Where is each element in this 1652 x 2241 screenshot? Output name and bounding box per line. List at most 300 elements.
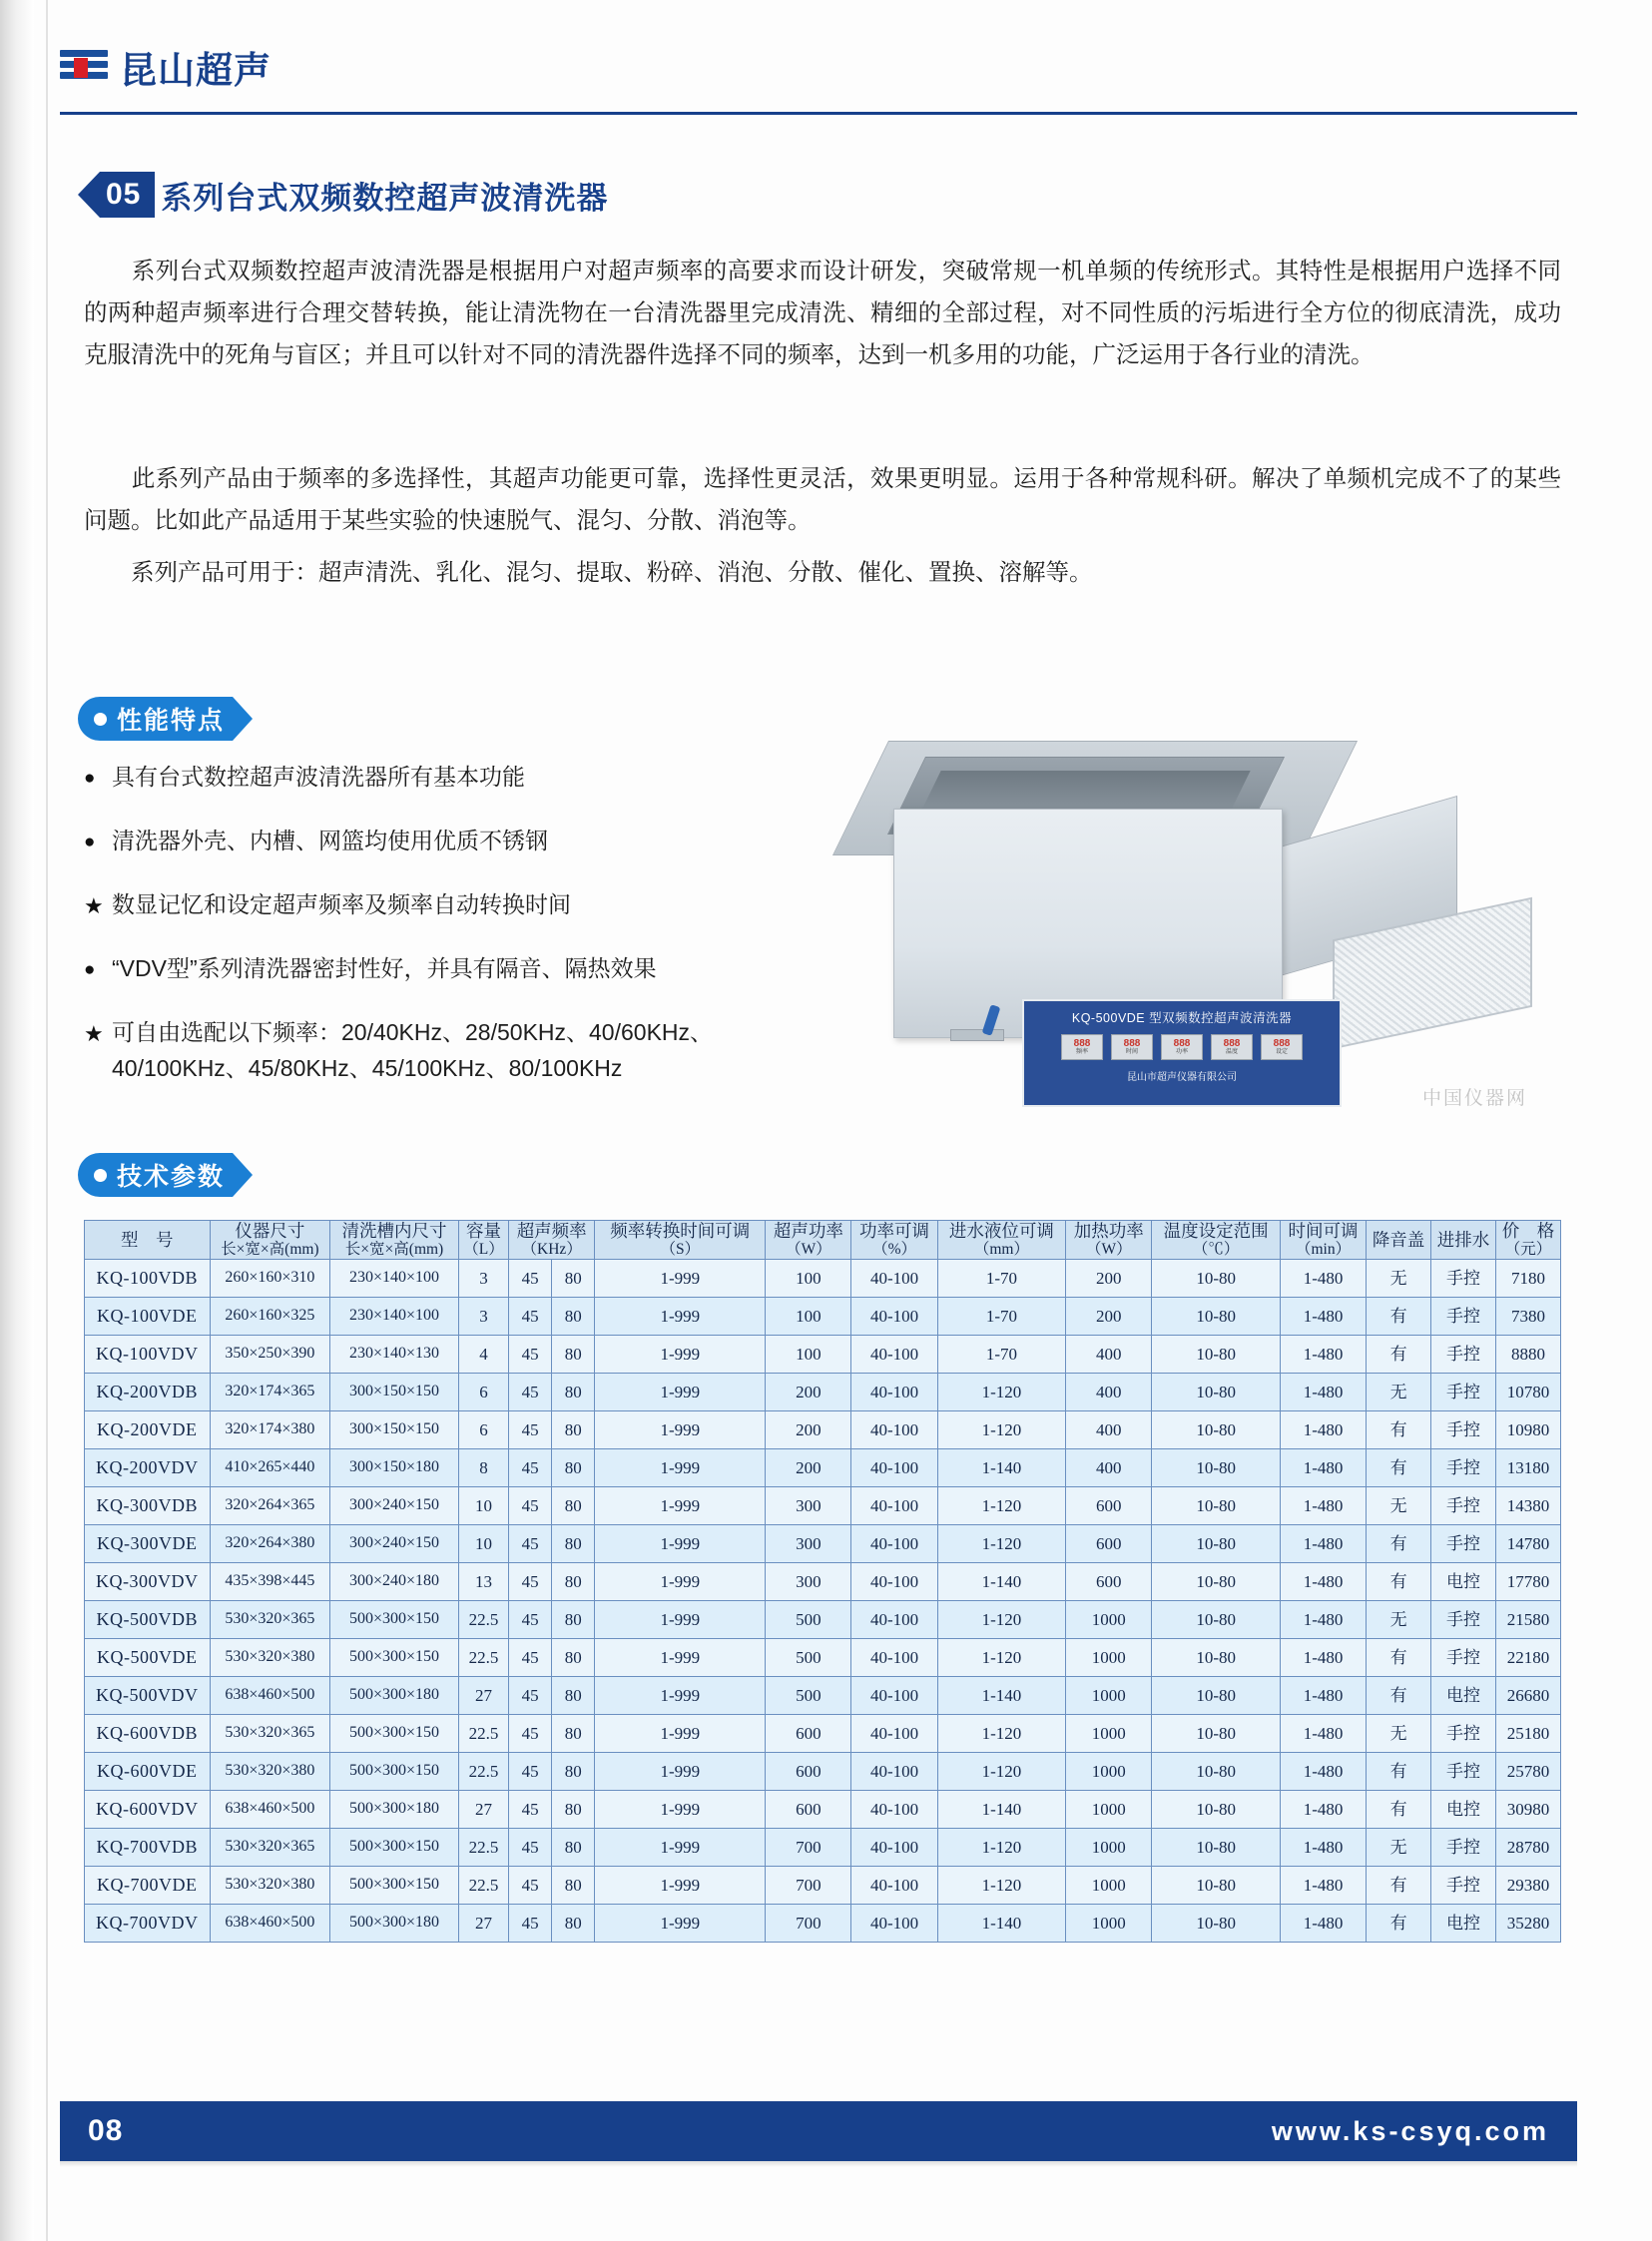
panel-company-label: 昆山市超声仪器有限公司 — [1127, 1072, 1237, 1083]
display-power — [1161, 1034, 1203, 1060]
section-number: 05 — [100, 172, 155, 218]
col-title: 时间可调 — [1288, 1221, 1359, 1241]
brand-logo — [60, 40, 1577, 94]
col-title: 容量 — [465, 1221, 501, 1241]
cell-water-level: 1-120 — [937, 1486, 1066, 1524]
cell-capacity: 6 — [458, 1410, 508, 1448]
features-list — [84, 759, 872, 1112]
table-row — [85, 1524, 1561, 1562]
cell-device-size: 320×174×380 — [210, 1410, 330, 1448]
cell-heating-power: 400 — [1066, 1410, 1152, 1448]
cell-price: 21580 — [1495, 1600, 1560, 1638]
cell-temperature-range: 10-80 — [1152, 1524, 1281, 1562]
col-title: 温度设定范围 — [1163, 1221, 1269, 1241]
cell-sound-cover: 有 — [1367, 1866, 1431, 1904]
cell-capacity: 22.5 — [458, 1828, 508, 1866]
cell-time-adjust: 1-480 — [1280, 1714, 1366, 1752]
page-number: 08 — [88, 2114, 124, 2147]
cell-switch-time: 1-999 — [595, 1335, 766, 1373]
table-row — [85, 1600, 1561, 1638]
display-setting — [1261, 1034, 1303, 1060]
cell-ultrasonic-power: 100 — [766, 1259, 851, 1297]
list-item — [84, 950, 872, 988]
cell-drainage: 手控 — [1431, 1752, 1496, 1790]
cell-ultrasonic-power: 200 — [766, 1373, 851, 1410]
cell-tank-size: 500×300×150 — [330, 1638, 459, 1676]
cell-heating-power: 200 — [1066, 1297, 1152, 1335]
cell-model: KQ-700VDB — [85, 1828, 211, 1866]
cell-price: 29380 — [1495, 1866, 1560, 1904]
cell-power-adjust: 40-100 — [851, 1259, 937, 1297]
cell-price: 8880 — [1495, 1335, 1560, 1373]
cell-model: KQ-300VDV — [85, 1562, 211, 1600]
cell-tank-size: 500×300×150 — [330, 1714, 459, 1752]
cell-ultrasonic-power: 600 — [766, 1752, 851, 1790]
cell-model: KQ-500VDB — [85, 1600, 211, 1638]
section-title — [78, 172, 608, 218]
cell-sound-cover: 有 — [1367, 1638, 1431, 1676]
col-subtitle: 长×宽×高(mm) — [221, 1241, 319, 1259]
cell-heating-power: 400 — [1066, 1335, 1152, 1373]
col-title: 进水液位可调 — [948, 1221, 1054, 1241]
cell-temperature-range: 10-80 — [1152, 1486, 1281, 1524]
display-label: 频率 — [1075, 1048, 1088, 1055]
table-row — [85, 1866, 1561, 1904]
col-subtitle: （min） — [1295, 1241, 1352, 1259]
pill-tail-icon — [233, 697, 253, 741]
col-device-size — [210, 1221, 330, 1260]
col-heating-power — [1066, 1221, 1152, 1260]
cell-model: KQ-500VDE — [85, 1638, 211, 1676]
specs-heading-label: 技术参数 — [117, 1163, 226, 1191]
cell-freq-b: 80 — [552, 1790, 595, 1828]
cell-heating-power: 1000 — [1066, 1638, 1152, 1676]
table-row — [85, 1828, 1561, 1866]
cell-drainage: 手控 — [1431, 1600, 1496, 1638]
cell-model: KQ-600VDV — [85, 1790, 211, 1828]
cell-freq-b: 80 — [552, 1828, 595, 1866]
cell-freq-a: 45 — [509, 1866, 552, 1904]
cell-temperature-range: 10-80 — [1152, 1448, 1281, 1486]
cell-sound-cover: 有 — [1367, 1562, 1431, 1600]
cell-heating-power: 200 — [1066, 1259, 1152, 1297]
header-divider — [60, 112, 1577, 115]
cell-time-adjust: 1-480 — [1280, 1562, 1366, 1600]
cell-tank-size: 500×300×180 — [330, 1904, 459, 1942]
cell-device-size: 638×460×500 — [210, 1904, 330, 1942]
col-sound-cover — [1367, 1221, 1431, 1260]
cell-price: 10980 — [1495, 1410, 1560, 1448]
display-label: 功率 — [1175, 1048, 1188, 1055]
cell-water-level: 1-120 — [937, 1752, 1066, 1790]
cell-tank-size: 230×140×130 — [330, 1335, 459, 1373]
cell-drainage: 电控 — [1431, 1676, 1496, 1714]
cell-ultrasonic-power: 300 — [766, 1562, 851, 1600]
panel-display-group — [1024, 1034, 1340, 1060]
cell-capacity: 27 — [458, 1904, 508, 1942]
cell-water-level: 1-140 — [937, 1790, 1066, 1828]
features-heading-label: 性能特点 — [117, 707, 226, 735]
cell-model: KQ-100VDE — [85, 1297, 211, 1335]
cell-switch-time: 1-999 — [595, 1638, 766, 1676]
cell-freq-b: 80 — [552, 1410, 595, 1448]
col-title: 频率转换时间可调 — [610, 1221, 751, 1241]
cell-sound-cover: 有 — [1367, 1410, 1431, 1448]
cell-heating-power: 400 — [1066, 1373, 1152, 1410]
cell-heating-power: 600 — [1066, 1524, 1152, 1562]
col-subtitle: （L） — [463, 1241, 504, 1259]
cell-switch-time: 1-999 — [595, 1904, 766, 1942]
cell-switch-time: 1-999 — [595, 1562, 766, 1600]
cell-water-level: 1-140 — [937, 1562, 1066, 1600]
cell-switch-time: 1-999 — [595, 1297, 766, 1335]
cell-ultrasonic-power: 700 — [766, 1904, 851, 1942]
cell-temperature-range: 10-80 — [1152, 1676, 1281, 1714]
cell-tank-size: 500×300×150 — [330, 1752, 459, 1790]
cell-capacity: 22.5 — [458, 1752, 508, 1790]
cell-switch-time: 1-999 — [595, 1373, 766, 1410]
display-temperature — [1211, 1034, 1253, 1060]
cell-price: 25780 — [1495, 1752, 1560, 1790]
cell-time-adjust: 1-480 — [1280, 1904, 1366, 1942]
cell-model: KQ-300VDE — [85, 1524, 211, 1562]
col-subtitle: 长×宽×高(mm) — [344, 1241, 444, 1259]
col-title: 降音盖 — [1372, 1229, 1425, 1250]
col-title: 加热功率 — [1073, 1221, 1144, 1241]
bullet-marker-icon: ● — [84, 959, 96, 980]
cell-temperature-range: 10-80 — [1152, 1335, 1281, 1373]
cell-model: KQ-200VDB — [85, 1373, 211, 1410]
cell-power-adjust: 40-100 — [851, 1714, 937, 1752]
cell-ultrasonic-power: 300 — [766, 1524, 851, 1562]
cell-freq-a: 45 — [509, 1676, 552, 1714]
brand-name: 昆山超声 — [120, 50, 272, 91]
cell-switch-time: 1-999 — [595, 1828, 766, 1866]
cell-power-adjust: 40-100 — [851, 1297, 937, 1335]
cell-switch-time: 1-999 — [595, 1486, 766, 1524]
cell-temperature-range: 10-80 — [1152, 1828, 1281, 1866]
cell-power-adjust: 40-100 — [851, 1448, 937, 1486]
bullet-marker-icon: ● — [84, 768, 96, 789]
cell-price: 14780 — [1495, 1524, 1560, 1562]
cell-water-level: 1-120 — [937, 1638, 1066, 1676]
col-subtitle: （W） — [1085, 1241, 1132, 1259]
cell-freq-b: 80 — [552, 1600, 595, 1638]
cell-time-adjust: 1-480 — [1280, 1486, 1366, 1524]
table-row — [85, 1638, 1561, 1676]
cell-ultrasonic-power: 700 — [766, 1828, 851, 1866]
cell-drainage: 电控 — [1431, 1562, 1496, 1600]
cell-switch-time: 1-999 — [595, 1410, 766, 1448]
feature-text — [112, 1014, 872, 1086]
cell-temperature-range: 10-80 — [1152, 1373, 1281, 1410]
cell-tank-size: 300×150×150 — [330, 1373, 459, 1410]
feature-text: 清洗器外壳、内槽、网篮均使用优质不锈钢 — [112, 828, 548, 853]
cell-power-adjust: 40-100 — [851, 1335, 937, 1373]
cell-water-level: 1-120 — [937, 1524, 1066, 1562]
cell-price: 22180 — [1495, 1638, 1560, 1676]
cell-heating-power: 1000 — [1066, 1676, 1152, 1714]
cell-water-level: 1-120 — [937, 1410, 1066, 1448]
drain-valve-icon — [950, 1029, 1004, 1041]
cell-freq-a: 45 — [509, 1790, 552, 1828]
cell-price: 7380 — [1495, 1297, 1560, 1335]
table-row — [85, 1335, 1561, 1373]
cell-temperature-range: 10-80 — [1152, 1638, 1281, 1676]
cell-device-size: 530×320×380 — [210, 1866, 330, 1904]
col-drainage — [1431, 1221, 1496, 1260]
footer-shadow — [60, 2161, 1577, 2167]
cell-price: 10780 — [1495, 1373, 1560, 1410]
cell-water-level: 1-120 — [937, 1866, 1066, 1904]
cell-model: KQ-600VDE — [85, 1752, 211, 1790]
cell-time-adjust: 1-480 — [1280, 1448, 1366, 1486]
cell-power-adjust: 40-100 — [851, 1600, 937, 1638]
display-label: 时间 — [1125, 1048, 1138, 1055]
table-header-row — [85, 1221, 1561, 1260]
cell-drainage: 手控 — [1431, 1335, 1496, 1373]
cell-water-level: 1-140 — [937, 1676, 1066, 1714]
cell-tank-size: 500×300×150 — [330, 1828, 459, 1866]
cell-water-level: 1-120 — [937, 1714, 1066, 1752]
cell-capacity: 10 — [458, 1486, 508, 1524]
cell-freq-b: 80 — [552, 1562, 595, 1600]
col-ultrasonic-power — [766, 1221, 851, 1260]
display-value: 888 — [1123, 1037, 1141, 1049]
cell-water-level: 1-70 — [937, 1297, 1066, 1335]
display-value: 888 — [1173, 1037, 1191, 1049]
cell-drainage: 手控 — [1431, 1714, 1496, 1752]
col-title: 型 号 — [121, 1229, 174, 1250]
cell-sound-cover: 无 — [1367, 1828, 1431, 1866]
display-frequency — [1061, 1034, 1103, 1060]
cell-sound-cover: 无 — [1367, 1259, 1431, 1297]
cell-switch-time: 1-999 — [595, 1600, 766, 1638]
col-title: 进排水 — [1436, 1229, 1490, 1250]
page-footer — [60, 2101, 1577, 2161]
cell-model: KQ-700VDV — [85, 1904, 211, 1942]
table-row — [85, 1486, 1561, 1524]
wave-logo-icon — [60, 47, 108, 87]
cell-freq-a: 45 — [509, 1828, 552, 1866]
specs-heading — [78, 1153, 253, 1197]
cell-drainage: 手控 — [1431, 1828, 1496, 1866]
list-item — [84, 823, 872, 860]
cell-temperature-range: 10-80 — [1152, 1259, 1281, 1297]
cell-time-adjust: 1-480 — [1280, 1600, 1366, 1638]
cell-tank-size: 230×140×100 — [330, 1259, 459, 1297]
cell-sound-cover: 有 — [1367, 1448, 1431, 1486]
cell-sound-cover: 有 — [1367, 1752, 1431, 1790]
cell-switch-time: 1-999 — [595, 1790, 766, 1828]
list-item — [84, 1014, 872, 1086]
pill-tail-icon — [233, 1153, 253, 1197]
star-marker-icon: ★ — [84, 893, 104, 918]
website-url[interactable]: www.ks-csyq.com — [1271, 2115, 1549, 2146]
cell-time-adjust: 1-480 — [1280, 1373, 1366, 1410]
cell-device-size: 350×250×390 — [210, 1335, 330, 1373]
feature-text: 数显记忆和设定超声频率及频率自动转换时间 — [112, 891, 571, 917]
cell-ultrasonic-power: 200 — [766, 1448, 851, 1486]
cell-freq-b: 80 — [552, 1866, 595, 1904]
cell-heating-power: 1000 — [1066, 1600, 1152, 1638]
cell-temperature-range: 10-80 — [1152, 1410, 1281, 1448]
table-row — [85, 1373, 1561, 1410]
cleaner-body — [893, 809, 1293, 1083]
cell-water-level: 1-120 — [937, 1373, 1066, 1410]
cell-capacity: 13 — [458, 1562, 508, 1600]
cell-freq-b: 80 — [552, 1524, 595, 1562]
cell-power-adjust: 40-100 — [851, 1410, 937, 1448]
cell-temperature-range: 10-80 — [1152, 1866, 1281, 1904]
cell-time-adjust: 1-480 — [1280, 1752, 1366, 1790]
cell-tank-size: 500×300×150 — [330, 1866, 459, 1904]
cell-freq-b: 80 — [552, 1752, 595, 1790]
bullet-dot-icon — [94, 1169, 107, 1182]
display-label: 设定 — [1275, 1048, 1288, 1055]
display-value: 888 — [1273, 1037, 1291, 1049]
cell-drainage: 手控 — [1431, 1373, 1496, 1410]
intro-paragraph-3: 系列产品可用于：超声清洗、乳化、混匀、提取、粉碎、消泡、分散、催化、置换、溶解等。 — [84, 559, 1093, 585]
table-row — [85, 1790, 1561, 1828]
cell-device-size: 530×320×365 — [210, 1714, 330, 1752]
cell-power-adjust: 40-100 — [851, 1638, 937, 1676]
cell-drainage: 手控 — [1431, 1410, 1496, 1448]
cell-price: 14380 — [1495, 1486, 1560, 1524]
cell-switch-time: 1-999 — [595, 1866, 766, 1904]
cell-freq-b: 80 — [552, 1448, 595, 1486]
display-time — [1111, 1034, 1153, 1060]
cell-ultrasonic-power: 600 — [766, 1790, 851, 1828]
feature-text: 具有台式数控超声波清洗器所有基本功能 — [112, 764, 525, 790]
control-panel — [1022, 999, 1342, 1107]
cell-ultrasonic-power: 100 — [766, 1335, 851, 1373]
table-row — [85, 1904, 1561, 1942]
cell-water-level: 1-70 — [937, 1335, 1066, 1373]
cell-drainage: 手控 — [1431, 1259, 1496, 1297]
cell-power-adjust: 40-100 — [851, 1904, 937, 1942]
cell-model: KQ-700VDE — [85, 1866, 211, 1904]
display-label: 温度 — [1225, 1048, 1238, 1055]
cell-price: 17780 — [1495, 1562, 1560, 1600]
cell-sound-cover: 无 — [1367, 1486, 1431, 1524]
cell-temperature-range: 10-80 — [1152, 1600, 1281, 1638]
bullet-dot-icon — [94, 713, 107, 726]
cell-sound-cover: 有 — [1367, 1335, 1431, 1373]
list-item — [84, 759, 872, 797]
cell-freq-a: 45 — [509, 1373, 552, 1410]
cell-freq-b: 80 — [552, 1676, 595, 1714]
panel-model-label: KQ-500VDE 型双频数控超声波清洗器 — [1071, 1011, 1293, 1025]
specifications-table — [84, 1220, 1561, 1943]
cell-device-size: 435×398×445 — [210, 1562, 330, 1600]
cell-capacity: 22.5 — [458, 1600, 508, 1638]
cell-device-size: 530×320×380 — [210, 1638, 330, 1676]
cell-drainage: 手控 — [1431, 1524, 1496, 1562]
cell-time-adjust: 1-480 — [1280, 1524, 1366, 1562]
cell-drainage: 电控 — [1431, 1790, 1496, 1828]
cell-freq-a: 45 — [509, 1297, 552, 1335]
cell-tank-size: 500×300×180 — [330, 1790, 459, 1828]
cell-freq-b: 80 — [552, 1714, 595, 1752]
intro-paragraph-2: 此系列产品由于频率的多选择性，其超声功能更可靠，选择性更灵活，效果更明显。运用于各种常规科研。解决了单频机完成不了的某些问题。比如此产品适用于某些实验的快速脱气、混匀、分散、消泡等。 — [84, 465, 1561, 533]
cell-heating-power: 600 — [1066, 1562, 1152, 1600]
cell-price: 7180 — [1495, 1259, 1560, 1297]
cell-time-adjust: 1-480 — [1280, 1828, 1366, 1866]
bullet-marker-icon: ● — [84, 832, 96, 852]
cell-freq-a: 45 — [509, 1562, 552, 1600]
col-subtitle: （S） — [660, 1241, 701, 1259]
cell-heating-power: 1000 — [1066, 1752, 1152, 1790]
feature-text-line1: 可自由选配以下频率：20/40KHz、28/50KHz、40/60KHz、 — [112, 1019, 714, 1045]
cell-ultrasonic-power: 700 — [766, 1866, 851, 1904]
cell-price: 30980 — [1495, 1790, 1560, 1828]
cell-ultrasonic-power: 300 — [766, 1486, 851, 1524]
cell-device-size: 320×264×380 — [210, 1524, 330, 1562]
list-item — [84, 886, 872, 924]
col-temperature-range — [1152, 1221, 1281, 1260]
cell-heating-power: 600 — [1066, 1486, 1152, 1524]
cell-freq-b: 80 — [552, 1904, 595, 1942]
cell-device-size: 410×265×440 — [210, 1448, 330, 1486]
cell-temperature-range: 10-80 — [1152, 1790, 1281, 1828]
cell-freq-b: 80 — [552, 1335, 595, 1373]
cell-capacity: 22.5 — [458, 1866, 508, 1904]
table-row — [85, 1297, 1561, 1335]
cell-price: 28780 — [1495, 1828, 1560, 1866]
cell-temperature-range: 10-80 — [1152, 1904, 1281, 1942]
cell-model: KQ-300VDB — [85, 1486, 211, 1524]
display-value: 888 — [1223, 1037, 1241, 1049]
cell-sound-cover: 无 — [1367, 1373, 1431, 1410]
cell-sound-cover: 有 — [1367, 1790, 1431, 1828]
feature-text-line2: 40/100KHz、45/80KHz、45/100KHz、80/100KHz — [112, 1055, 623, 1081]
cell-freq-a: 45 — [509, 1448, 552, 1486]
features-heading — [78, 697, 253, 741]
cell-tank-size: 300×240×150 — [330, 1524, 459, 1562]
cell-freq-a: 45 — [509, 1524, 552, 1562]
cell-freq-b: 80 — [552, 1259, 595, 1297]
cell-time-adjust: 1-480 — [1280, 1638, 1366, 1676]
cell-capacity: 3 — [458, 1259, 508, 1297]
cell-capacity: 6 — [458, 1373, 508, 1410]
cell-freq-a: 45 — [509, 1904, 552, 1942]
cell-power-adjust: 40-100 — [851, 1562, 937, 1600]
cell-device-size: 638×460×500 — [210, 1676, 330, 1714]
arrow-left-icon — [78, 172, 100, 218]
cell-ultrasonic-power: 200 — [766, 1410, 851, 1448]
watermark-text: 中国仪器网 — [1422, 1088, 1528, 1109]
cell-freq-b: 80 — [552, 1373, 595, 1410]
col-tank-size — [330, 1221, 459, 1260]
table-row — [85, 1714, 1561, 1752]
cell-temperature-range: 10-80 — [1152, 1297, 1281, 1335]
cell-switch-time: 1-999 — [595, 1752, 766, 1790]
cell-device-size: 530×320×365 — [210, 1600, 330, 1638]
col-subtitle: （℃） — [1192, 1241, 1240, 1259]
cell-power-adjust: 40-100 — [851, 1752, 937, 1790]
cell-drainage: 手控 — [1431, 1297, 1496, 1335]
cell-time-adjust: 1-480 — [1280, 1259, 1366, 1297]
col-title: 清洗槽内尺寸 — [341, 1221, 447, 1241]
cell-capacity: 3 — [458, 1297, 508, 1335]
cell-capacity: 22.5 — [458, 1638, 508, 1676]
cell-time-adjust: 1-480 — [1280, 1335, 1366, 1373]
col-switch-time — [595, 1221, 766, 1260]
binding-edge — [0, 0, 34, 2241]
cell-model: KQ-600VDB — [85, 1714, 211, 1752]
cell-temperature-range: 10-80 — [1152, 1714, 1281, 1752]
